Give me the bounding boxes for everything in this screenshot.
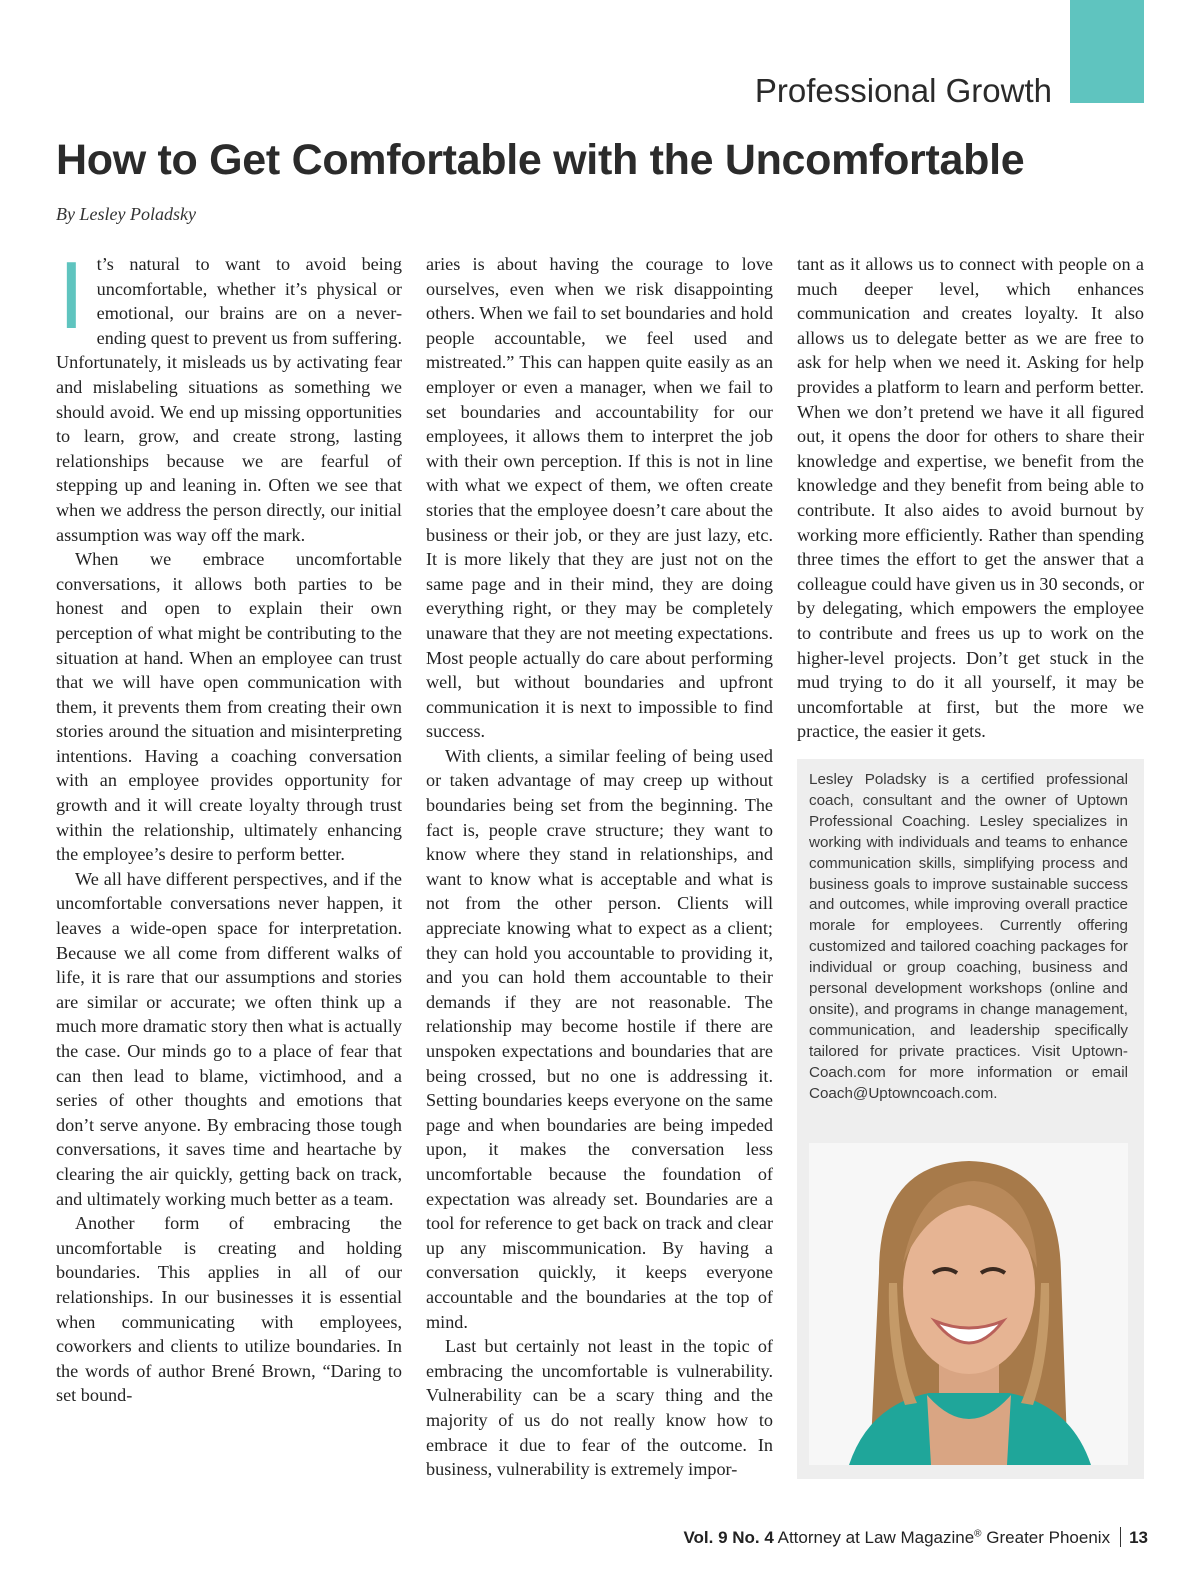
article-paragraph-continued: aries is about having the courage to love ourselves, even when we risk disappointing others. When we fail to set boundaries and hold people accountable, we feel used and mistreated.” This can happen quite easily as an employer or even a manager, when we fail to set boundaries and accountability for our employees, it allows them to interpret the job with their own perception. If this is not in line with what we expect of them, we often create stories that the employee doesn’t care about the business or their job, or they are just lazy, etc. It is more likely that they are just not on the same page and in their mind, they are doing everything right, or they may be completely unaware that they are not meeting expectations. Most people actually do care about performing well, but without boundaries and upfront communication it is next to impossible to find success. (426, 254, 773, 742)
article-paragraph: We all have different perspectives, and if the uncomfortable conversations never happen, it leaves a wide-open space for interpretation. Because we all come from different walks of life, it is rare that our assumptions and stories are similar or accurate; we often think up a much more dramatic story then what is actually the case. Our minds go to a place of fear that can then lead to blame, victimhood, and a series of other thoughts and emotions that don’t serve anyone. By embracing those tough conversations, it saves time and heartache by clearing the air quickly, getting back on track, and ultimately working much better as a team. (56, 868, 402, 1209)
author-photo (809, 1143, 1128, 1465)
article-paragraph: Another form of embracing the uncomfortable is creating and holding boundaries. This applies in all of our relationships. In our businesses it is essential when communicating with employees, coworkers and clients to utilize boundaries. In the words of author Brené Brown, “Daring to set bound- (56, 1213, 402, 1406)
section-color-tab (1070, 0, 1144, 103)
footer-registered-mark: ® (974, 1528, 982, 1540)
article-column-1 (56, 242, 402, 1408)
article-byline: By Lesley Poladsky (56, 204, 196, 224)
footer-magazine: Attorney at Law Magazine (777, 1528, 975, 1547)
author-bio-box (797, 759, 1144, 1479)
article-paragraph-continued: tant as it allows us to connect with people on a much deeper level, which enhances communication and creates loyalty. It also allows us to delegate better as we are free to ask for help when we need it. Asking for help provides a platform to learn and perform better. When we don’t pretend we have it all figured out, it opens the door for others to share their knowledge and expertise, we benefit from the knowledge and they benefit from being able to contribute. It also aides to avoid burnout by working more efficiently. Rather than spending three times the effort to get the answer that a colleague could have given us in 30 seconds, or by delegating, which empowers the employee to contribute and frees us up to work on the higher-level projects. Don’t get stuck in the mud trying to do it all yourself, it may be uncomfortable at first, but the more we practice, the easier it gets. (797, 254, 1144, 742)
page-number: 13 (1129, 1528, 1148, 1547)
article-column-3 (797, 252, 1144, 744)
article-paragraph (56, 242, 402, 547)
footer-edition: Greater Phoenix (986, 1528, 1111, 1547)
drop-cap: I (58, 242, 85, 349)
author-portrait-icon (809, 1143, 1128, 1465)
author-bio-text: Lesley Poladsky is a certified professional coach, consultant and the owner of Uptown Professional Coaching. Lesley specializes in working with individuals and teams to enhance communication skills, simplifying process and business goals to improve sustainable success and outcomes, while improving overall practice morale for employees. Currently offering customized and tailored coaching packages for individual or group coaching, business and personal development workshops (online and onsite), and programs in change management, communication, and leadership specifically tailored for private practices. Visit Uptown-Coach.com for more information or email Coach@Uptowncoach.com. (809, 771, 1128, 1102)
article-column-2 (426, 252, 773, 1482)
article-paragraph: With clients, a similar feeling of being used or taken advantage of may creep up without boundaries being set from the beginning. The fact is, people crave structure; they want to know where they stand in relationships, and want to know what is acceptable and what is not from the other person. Clients will appreciate knowing what to expect as a client; they can hold you accountable to providing it, and you can hold them accountable to their demands if they are not reasonable. The relationship may become hostile if there are unspoken expectations and boundaries that are being crossed, but no one is addressing it. Setting boundaries keeps everyone on the same page and when boundaries are being impeded upon, it makes the conversation less uncomfortable because the foundation of expectation was already set. Boundaries are a tool for reference to get back on track and clear up any miscommunication. By having a conversation quickly, it keeps everyone accountable and the boundaries at the top of mind. (426, 745, 773, 1332)
footer-divider (1120, 1527, 1121, 1547)
page-footer (683, 1527, 1148, 1548)
article-paragraph: Last but certainly not least in the topic of embracing the uncomfortable is vulnerability. Vulnerability can be a scary thing and the majority of us do not really know how to embrace it due to fear of the outcome. In business, vulnerability is extremely impor- (426, 1336, 773, 1480)
paragraph-text: t’s natural to want to avoid being uncomfortable, whether it’s physical or emotional, our brains are on a never-ending quest to prevent us from suffering. Unfortunately, it misleads us by activating fear and mislabeling situations as something we should avoid. We end up missing opportunities to learn, grow, and create strong, lasting relationships because we are fearful of stepping up and leaning in. Often we see that when we address the person directly, our initial assumption was way off the mark. (56, 254, 402, 545)
section-title: Professional Growth (754, 72, 1052, 109)
article-headline: How to Get Comfortable with the Uncomfortable (56, 136, 1025, 184)
footer-volume: Vol. 9 No. 4 (683, 1528, 774, 1547)
article-paragraph: When we embrace uncomfortable conversations, it allows both parties to be honest and open to explain their own perception of what might be contributing to the situation at hand. When an employee can trust that we will have open communication with them, it prevents them from creating their own stories around the situation and misinterpreting intentions. Having a coaching conversation with an employee provides opportunity for growth and it will create loyalty through trust within the relationship, ultimately enhancing the employee’s desire to perform better. (56, 549, 402, 865)
